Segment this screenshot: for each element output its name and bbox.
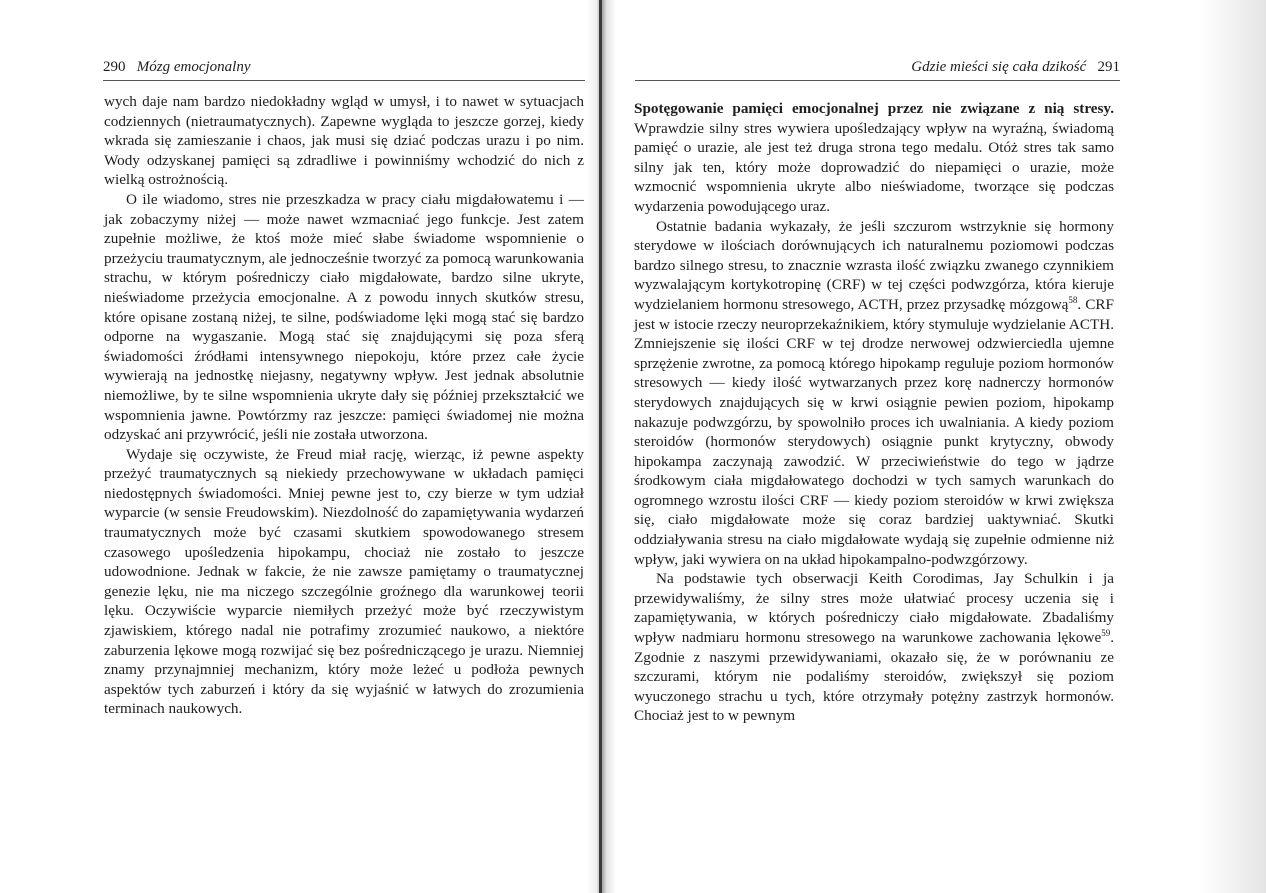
left-paragraph-2: O ile wiadomo, stres nie przeszkadza w pracy ciału migdałowatemu i — jak zobaczymy niżej — może nawet wzmacniać jego funkcje. Jest zatem zupełnie możliwe, że ktoś może mieć słabe świadome wspomnienie o przeżyciu traumatycznym, ale jednocześnie tworzyć za pomocą warunkowania strachu, w którym pośredniczy ciało migdałowate, bardzo silne ukryte, nieświadome przeżycia emocjonalne. A z powodu innych skutków stresu, które opisane zostaną niżej, te silne, podświadome lęki mogą stać się bardzo odporne na wygaszanie. Mogą stać się znajdującymi się poza sferą świadomości źródłami intensywnego niepokoju, które przez całe życie wywierają na jednostkę niejasny, negatywny wpływ. Jest jednak absolutnie niemożliwe, by te silne wspomnienia ukryte dały się później przekształcić we wspomnienia jawne. Powtórzmy raz jeszcze: pamięci świadomej nie można odzyskać ani przywrócić, jeśli nie została utworzona.	[104, 190, 584, 444]
right-paragraph-3-text-b: . Zgodnie z naszymi przewidywaniami, okazało się, że w porównaniu ze szczurami, którym nie podaliśmy steroidów, zwiększył się poziom wyuczonego strachu u tych, które otrzymały potężny zastrzyk hormonów. Chociaż jest to w pewnym	[634, 629, 1114, 725]
footnote-ref-59: 59	[1101, 627, 1111, 638]
section-heading: Spotęgowanie pamięci emocjonalnej przez nie związane z nią stresy.	[634, 100, 1114, 117]
right-paragraph-2-text-a: Ostatnie badania wykazały, że jeśli szczurom wstrzyknie się hormony sterydowe w ilościach dorównujących ich naturalnemu poziomowi podczas bardzo silnego stresu, to znacznie wzrasta ilość związku zwanego czynnikiem wyzwalającym kortykotropinę (CRF) w tej części podwzgórza, która kieruje wydzielaniem hormonu stresowego, ACTH, przez przysadkę mózgową	[634, 217, 1114, 313]
left-running-head: Mózg emocjonalny	[136, 59, 251, 75]
left-page	[0, 0, 600, 893]
left-page-header	[103, 58, 585, 81]
right-paragraph-2	[634, 217, 1114, 570]
footnote-ref-58: 58	[1068, 294, 1078, 305]
left-paragraph-3: Wydaje się oczywiste, że Freud miał rację, wierząc, iż pewne aspekty przeżyć traumatycznych są niekiedy przechowywane w układach pamięci niedostępnych świadomości. Mniej pewne jest to, czy bierze w tym udział wyparcie (w sensie Freudowskim). Niezdolność do zapamiętywania wydarzeń traumatycznych może być czasami skutkiem spowodowanego stresem czasowego upośledzenia hipokampu, chociaż nie zostało to jeszcze udowodnione. Jednak w fakcie, że nie zawsze pamiętamy o traumatycznej genezie lęku, nie ma niczego szczególnie groźnego dla warunkowej teorii lęku. Oczywiście wyparcie niemiłych przeżyć może być rzeczywistym zjawiskiem, którego nadal nie potrafimy zrozumieć naukowo, a niektóre zaburzenia lękowe mogą rozwijać się bez pośredniczącego je urazu. Niemniej znamy przynajmniej mechanizm, który może leżeć u podłoża pewnych aspektów tych zaburzeń i który da się wyjaśnić w łatwych do zrozumienia terminach naukowych.	[104, 445, 584, 718]
right-paragraph-1	[634, 99, 1114, 217]
right-page-number: 291	[1097, 59, 1120, 75]
left-paragraph-1: wych daje nam bardzo niedokładny wgląd w umysł, i to nawet w sytuacjach codziennych (nietraumatycznych). Zapewne wygląda to jeszcze gorzej, kiedy wkrada się zamieszanie i chaos, jak musi się dziać podczas urazu i po nim. Wody odzyskanej pamięci są zdradliwe i powinniśmy wchodzić do nich z wielką ostrożnością.	[104, 93, 584, 189]
right-paragraph-2-text-b: . CRF jest w istocie rzeczy neuroprzekaźnikiem, który stymuluje wydzielanie ACTH. Zmniejszenie się ilości CRF w tej drodze nerwowej odzwierciedla ujemne sprzężenie zwrotne, za pomocą którego hipokamp reguluje poziom hormonów stresowych — kiedy ilość wytwarzanych przez korę nadnerczy hormonów sterydowych znajdujących się w krwi osiągnie pewien poziom, hipokamp nakazuje podwzgórzu, by spowolniło proces ich uwalniania. A kiedy poziom steroidów (hormonów sterydowych) osiągnie punkt krytyczny, obwody hipokampa zaczynają zawodzić. W przeciwieństwie do tego w jądrze środkowym ciała migdałowatego dochodzi w tych samych warunkach do ogromnego wzrostu ilości CRF — kiedy poziom steroidów w krwi zwiększa się, ciało migdałowate może się coraz bardziej uaktywniać. Skutki oddziaływania stresu na ciało migdałowate wydają się zupełnie odmienne niż wpływ, jaki wywiera on na układ hipokampalno-podwzgórzowy.	[634, 295, 1114, 568]
right-running-head: Gdzie mieści się cała dzikość	[911, 59, 1087, 75]
right-paragraph-3	[634, 569, 1114, 726]
right-paragraph-3-text-a: Na podstawie tych obserwacji Keith Corodimas, Jay Schulkin i ja przewidywaliśmy, że silny stres może ułatwiać procesy uczenia się i zapamiętywania, w których pośredniczy ciało migdałowate. Zbadaliśmy wpływ nadmiaru hormonu stresowego na warunkowe zachowania lękowe	[634, 570, 1114, 647]
right-page-body	[634, 99, 1114, 726]
right-paragraph-1-text: Wprawdzie silny stres wywiera upośledzający wpływ na wyraźną, świadomą pamięć o urazie, ale jest też druga strona tego medalu. Otóż stres tak samo silny jak ten, który może doprowadzić do niepamięci o urazie, może wzmocnić wspomnienia ukryte albo nieświadome, tworzące się podczas wydarzenia powodującego uraz.	[634, 119, 1114, 215]
left-page-number: 290	[103, 59, 126, 75]
right-page	[600, 0, 1266, 893]
left-page-body	[104, 92, 584, 719]
right-page-header	[635, 58, 1120, 81]
